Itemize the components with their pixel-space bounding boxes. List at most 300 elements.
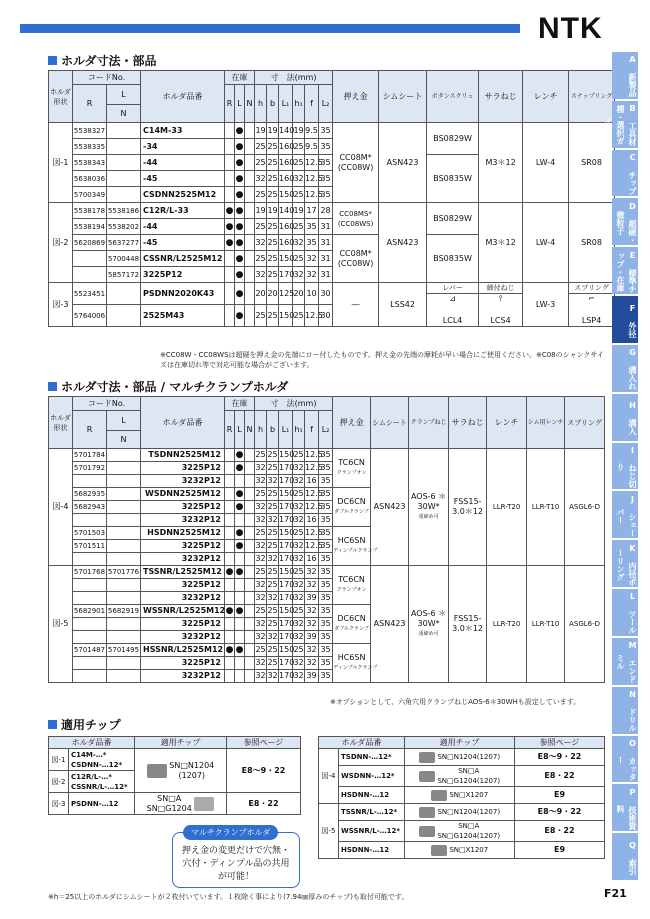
dim-cell: 35 bbox=[319, 514, 333, 527]
code-l bbox=[107, 540, 141, 553]
dim-cell: 32 bbox=[267, 670, 279, 683]
clampscrew-cell bbox=[479, 283, 523, 327]
table-row bbox=[49, 793, 301, 815]
flat-screw: M3＊12 bbox=[479, 123, 523, 203]
holder-name: WSSNR/L-…12* bbox=[339, 821, 405, 842]
dim-cell: 35 bbox=[319, 657, 333, 670]
dim-cell: 32 bbox=[255, 670, 267, 683]
snap-ring: SR08 bbox=[569, 123, 615, 203]
cscrew-sub: 重締め可 bbox=[418, 514, 439, 520]
chip-name: SN□N1204 (1207) bbox=[169, 760, 215, 780]
dim-cell: 35 bbox=[305, 219, 319, 235]
holder-name: HSSNR/L2525M12 bbox=[141, 644, 225, 657]
dim-cell: 32 bbox=[293, 171, 305, 187]
holder-name: WSDNN-…12* bbox=[339, 766, 405, 787]
table-row bbox=[319, 787, 605, 804]
dim-cell: 32 bbox=[267, 553, 279, 566]
dim-cell: 170 bbox=[279, 462, 293, 475]
dim-cell: 140 bbox=[279, 123, 293, 139]
callout-caption: マルチクランプホルダ bbox=[183, 825, 278, 840]
multiclamp-dims-table bbox=[48, 396, 605, 683]
cscrew: AOS-6 ＊30W* bbox=[410, 609, 447, 628]
table-row bbox=[319, 842, 605, 859]
spring: ASGL6-D bbox=[565, 449, 605, 566]
applicable-chips-left-table bbox=[48, 736, 301, 815]
dim-cell: 25 bbox=[255, 155, 267, 171]
rail-tab[interactable]: F 外径 bbox=[612, 296, 638, 343]
dim-cell: 35 bbox=[319, 618, 333, 631]
dim-cell: 160 bbox=[279, 219, 293, 235]
dim-cell: 150 bbox=[279, 527, 293, 540]
dim-cell: 150 bbox=[279, 605, 293, 618]
stock-l: ● bbox=[235, 267, 245, 283]
stock-n bbox=[245, 251, 255, 267]
dim-cell: 35 bbox=[319, 631, 333, 644]
dim-cell: 32 bbox=[305, 605, 319, 618]
col-dim: f bbox=[305, 85, 319, 123]
code-r: 5701503 bbox=[73, 527, 107, 540]
stock-r bbox=[225, 283, 235, 305]
dim-cell: 32 bbox=[267, 592, 279, 605]
dim-cell: 25 bbox=[267, 579, 279, 592]
dim-cell: 19 bbox=[267, 123, 279, 139]
dim-cell: 25 bbox=[293, 644, 305, 657]
stock-l: ● bbox=[235, 235, 245, 251]
clamp-sub: クランプオン bbox=[336, 470, 367, 476]
stock-l: ● bbox=[235, 123, 245, 139]
dim-cell: 32 bbox=[293, 618, 305, 631]
dim-cell: 25 bbox=[255, 305, 267, 327]
holder-name: TSSNR/L2525M12 bbox=[141, 566, 225, 579]
footnote: ※h＝25以上のホルダにシムシートが２枚付いています。１枚除く事により(7.94㎜厚みのチップ)も取付可能です。 bbox=[48, 893, 409, 901]
rail-tab[interactable]: Q 索引 bbox=[612, 833, 638, 880]
clamp-name: HC6SN bbox=[337, 536, 366, 545]
chip-name: SN□N1204(1207) bbox=[437, 753, 501, 761]
table-row bbox=[319, 821, 605, 842]
rail-tab[interactable]: A 新製品 bbox=[612, 52, 638, 99]
col-r: R bbox=[73, 85, 107, 123]
chip-icon bbox=[419, 826, 435, 837]
stock-l: ● bbox=[235, 283, 245, 305]
stock-r bbox=[225, 123, 235, 139]
chip-name: SN□N1204(1207) bbox=[437, 808, 501, 816]
code-r bbox=[73, 631, 107, 644]
dim-cell: 32 bbox=[293, 670, 305, 683]
col-sn: N bbox=[245, 85, 255, 123]
dim-cell: 25 bbox=[255, 566, 267, 579]
dim-cell: 25 bbox=[267, 219, 279, 235]
rail-tab[interactable]: K 内径ボーリング bbox=[612, 540, 638, 587]
dim-cell: 12.5 bbox=[305, 449, 319, 462]
code-r bbox=[73, 579, 107, 592]
dim-cell: 25 bbox=[293, 527, 305, 540]
stock-l bbox=[235, 553, 245, 566]
code-r: 5682935 bbox=[73, 488, 107, 501]
rail-tab[interactable]: E 標準チップ・在庫一覧 bbox=[612, 247, 638, 294]
clamp-part: CC08M* (CC08W) bbox=[333, 123, 379, 203]
dim-cell: 32 bbox=[293, 501, 305, 514]
dim-cell: 35 bbox=[305, 235, 319, 251]
shape-label: 図-2 bbox=[49, 771, 69, 793]
dim-cell: 25 bbox=[293, 139, 305, 155]
col-r: R bbox=[73, 411, 107, 449]
holder-name: -45 bbox=[141, 171, 225, 187]
flat-screw: FSS15-3.0＊12 bbox=[449, 566, 487, 683]
shape-label: 図-3 bbox=[49, 283, 73, 327]
dim-cell: 32 bbox=[267, 475, 279, 488]
spring-icon: ⌐ bbox=[588, 294, 595, 303]
code-r: 5682901 bbox=[73, 605, 107, 618]
col-n: N bbox=[107, 431, 141, 449]
dim-cell: 12.5 bbox=[305, 501, 319, 514]
code-r bbox=[73, 251, 107, 267]
stock-r bbox=[225, 514, 235, 527]
dim-cell: 12.5 bbox=[305, 187, 319, 203]
dim-cell: 25 bbox=[267, 267, 279, 283]
dim-cell: 16 bbox=[305, 553, 319, 566]
dim-cell: 25 bbox=[255, 488, 267, 501]
stock-n bbox=[245, 488, 255, 501]
dim-cell: 170 bbox=[279, 514, 293, 527]
code-r: 5538178 bbox=[73, 203, 107, 219]
dim-cell: 35 bbox=[319, 155, 333, 171]
dim-cell: 25 bbox=[255, 219, 267, 235]
code-l bbox=[107, 488, 141, 501]
clamp-part bbox=[333, 605, 371, 644]
code-l bbox=[107, 123, 141, 139]
col-dim: f bbox=[305, 411, 319, 449]
dim-cell: 25 bbox=[293, 488, 305, 501]
dim-cell: 25 bbox=[267, 251, 279, 267]
col-part: シム用レンチ bbox=[527, 397, 565, 449]
holder-name: -45 bbox=[141, 235, 225, 251]
code-l bbox=[107, 631, 141, 644]
rail-tab[interactable]: H 溝入 bbox=[612, 394, 638, 441]
code-l bbox=[107, 670, 141, 683]
code-r: 5701792 bbox=[73, 462, 107, 475]
button-screw: BS0835W bbox=[427, 155, 479, 203]
holder-name: C14M-…* CSDNN-…12* bbox=[69, 749, 135, 771]
ref-page: E9 bbox=[515, 842, 605, 859]
clamp-name: DC6CN bbox=[337, 614, 366, 623]
rail-tab[interactable]: M エンドミル bbox=[612, 638, 638, 685]
screw-icon: ⫯ bbox=[498, 294, 503, 303]
dim-cell: 20 bbox=[293, 283, 305, 305]
dim-cell: 19 bbox=[255, 203, 267, 219]
stock-l: ● bbox=[235, 219, 245, 235]
table-row bbox=[49, 283, 615, 305]
stock-r bbox=[225, 251, 235, 267]
holder-name: HSDNN-…12 bbox=[339, 787, 405, 804]
holder-name: 3232P12 bbox=[141, 631, 225, 644]
dim-cell: 25 bbox=[267, 139, 279, 155]
dim-cell: 32 bbox=[305, 644, 319, 657]
dim-cell: 160 bbox=[279, 235, 293, 251]
stock-n bbox=[245, 657, 255, 670]
holder-name: C12R/L-…* CSSNR/L-…12* bbox=[69, 771, 135, 793]
stock-l: ● bbox=[235, 251, 245, 267]
holder-name: TSDNN-…12* bbox=[339, 749, 405, 766]
rail-tab[interactable]: L ツール bbox=[612, 589, 638, 636]
stock-n bbox=[245, 501, 255, 514]
clamp-part: ― bbox=[333, 283, 379, 327]
dim-cell: 32 bbox=[293, 553, 305, 566]
code-l: 5701495 bbox=[107, 644, 141, 657]
dim-cell: 25 bbox=[293, 449, 305, 462]
code-l bbox=[107, 501, 141, 514]
code-l bbox=[107, 305, 141, 327]
col-shape: ホルダ形状 bbox=[49, 397, 73, 449]
dim-cell: 35 bbox=[319, 527, 333, 540]
clamp-sub: ディンプルクランプ bbox=[333, 548, 378, 554]
col-shape: ホルダ形状 bbox=[49, 71, 73, 123]
spring-header: スプリング bbox=[569, 283, 614, 294]
code-r: 5620869 bbox=[73, 235, 107, 251]
rail-tab[interactable]: I ねじ切り bbox=[612, 443, 638, 490]
holder-name: 3232P12 bbox=[141, 592, 225, 605]
stock-n bbox=[245, 155, 255, 171]
stock-n bbox=[245, 514, 255, 527]
dim-cell: 39 bbox=[305, 670, 319, 683]
spring: ASGL6-D bbox=[565, 566, 605, 683]
stock-r bbox=[225, 267, 235, 283]
clamp-name: DC6CN bbox=[337, 497, 366, 506]
rail-tab[interactable]: D 超硬・微粒子 bbox=[612, 198, 638, 245]
code-l: 5701776 bbox=[107, 566, 141, 579]
stock-r bbox=[225, 527, 235, 540]
ref-page: E8・22 bbox=[515, 821, 605, 842]
lever-cell bbox=[427, 283, 479, 327]
dim-cell: 25 bbox=[255, 644, 267, 657]
dim-cell: 32 bbox=[305, 579, 319, 592]
ref-page: E8～9・22 bbox=[227, 749, 301, 793]
code-r: 5538327 bbox=[73, 123, 107, 139]
dim-cell: 32 bbox=[255, 618, 267, 631]
stock-n bbox=[245, 171, 255, 187]
dim-cell: 35 bbox=[319, 605, 333, 618]
holder-name: 3225P12 bbox=[141, 501, 225, 514]
chip-icon bbox=[419, 807, 435, 818]
holder-name: WSDNN2525M12 bbox=[141, 488, 225, 501]
brand-logo: NTK bbox=[538, 12, 603, 45]
rail-tab[interactable]: P 技術資料 bbox=[612, 784, 638, 831]
clampscrew-part: LCS4 bbox=[490, 316, 511, 325]
col-code: コードNo. bbox=[73, 397, 141, 411]
col-part: 押え金 bbox=[333, 71, 379, 123]
cscrew-sub: 重締め可 bbox=[418, 631, 439, 637]
code-r bbox=[73, 657, 107, 670]
dim-cell: 25 bbox=[267, 618, 279, 631]
stock-n bbox=[245, 283, 255, 305]
dim-cell: 25 bbox=[267, 187, 279, 203]
wrench: LLR-T20 bbox=[487, 449, 527, 566]
rail-tab[interactable]: B 工具材種・選択ガイド bbox=[612, 101, 638, 148]
shape-label: 図-5 bbox=[49, 566, 73, 683]
col-dim: h₁ bbox=[293, 411, 305, 449]
dim-cell: 25 bbox=[267, 644, 279, 657]
stock-r bbox=[225, 657, 235, 670]
shape-label: 図-1 bbox=[49, 123, 73, 203]
rail-tab[interactable]: C チップ bbox=[612, 150, 638, 197]
dim-cell: 19 bbox=[267, 203, 279, 219]
chip-cell bbox=[405, 842, 515, 859]
dim-cell: 125 bbox=[279, 283, 293, 305]
dim-cell: 25 bbox=[255, 139, 267, 155]
dim-cell: 32 bbox=[255, 235, 267, 251]
code-l bbox=[107, 657, 141, 670]
dim-cell: 35 bbox=[319, 579, 333, 592]
shape-label: 図-4 bbox=[49, 449, 73, 566]
holder-name: 3232P12 bbox=[141, 475, 225, 488]
holder-name: 2525M43 bbox=[141, 305, 225, 327]
col-part: レンチ bbox=[523, 71, 569, 123]
code-r bbox=[73, 592, 107, 605]
stock-l bbox=[235, 514, 245, 527]
dim-cell: 32 bbox=[255, 579, 267, 592]
dim-cell: 32 bbox=[293, 657, 305, 670]
stock-r bbox=[225, 187, 235, 203]
code-l bbox=[107, 527, 141, 540]
spring-cell bbox=[569, 283, 615, 327]
stock-l: ● bbox=[235, 450, 244, 460]
code-l bbox=[107, 592, 141, 605]
dim-cell: 140 bbox=[279, 203, 293, 219]
stock-n bbox=[245, 123, 255, 139]
dim-cell: 31 bbox=[319, 235, 333, 251]
dim-cell: 25 bbox=[293, 251, 305, 267]
stock-l bbox=[235, 618, 245, 631]
stock-n bbox=[245, 670, 255, 683]
dim-cell: 32 bbox=[305, 618, 319, 631]
dim-cell: 170 bbox=[279, 475, 293, 488]
dim-cell: 31 bbox=[319, 251, 333, 267]
dim-cell: 39 bbox=[305, 631, 319, 644]
stock-l: ● bbox=[235, 187, 245, 203]
stock-l: ● bbox=[235, 203, 245, 219]
holder-name: -44 bbox=[141, 219, 225, 235]
stock-l: ● bbox=[235, 528, 244, 538]
dim-cell: 150 bbox=[279, 566, 293, 579]
stock-n bbox=[245, 579, 255, 592]
rail-tab[interactable]: J シェーバー bbox=[612, 491, 638, 538]
dim-cell: 170 bbox=[279, 579, 293, 592]
clamp-name: HC6SN bbox=[337, 653, 366, 662]
ref-page: E8・22 bbox=[515, 766, 605, 787]
button-screw: BS0835W bbox=[427, 235, 479, 283]
col-part: サラねじ bbox=[479, 71, 523, 123]
col-dim: L₁ bbox=[279, 411, 293, 449]
dim-cell: 12.5 bbox=[305, 527, 319, 540]
chip-cell bbox=[405, 804, 515, 821]
stock-n bbox=[245, 187, 255, 203]
col-l: L bbox=[107, 85, 141, 105]
stock-l bbox=[235, 631, 245, 644]
holder-name: TSSNR/L-…12* bbox=[339, 804, 405, 821]
code-l bbox=[107, 475, 141, 488]
table-row bbox=[319, 749, 605, 766]
code-r bbox=[73, 475, 107, 488]
ref-page: E8～9・22 bbox=[515, 749, 605, 766]
rail-tab[interactable]: G 溝入れ bbox=[612, 345, 638, 392]
chip-icon bbox=[431, 845, 447, 856]
shim-part: ASN423 bbox=[371, 449, 409, 566]
stock-n bbox=[245, 553, 255, 566]
dim-cell: 25 bbox=[267, 527, 279, 540]
code-r: 5700349 bbox=[73, 187, 107, 203]
dim-cell: 25 bbox=[267, 171, 279, 187]
shape-label: 図-3 bbox=[49, 793, 69, 815]
dim-cell: 32 bbox=[305, 566, 319, 579]
stock-l: ● bbox=[235, 305, 245, 327]
holder-name: CSSNR/L2525M12 bbox=[141, 251, 225, 267]
wrench: LLR-T20 bbox=[487, 566, 527, 683]
table-row bbox=[49, 749, 301, 771]
dim-cell: 25 bbox=[293, 605, 305, 618]
col-n: N bbox=[107, 105, 141, 123]
stock-n bbox=[245, 592, 255, 605]
holder-name: -34 bbox=[141, 139, 225, 155]
dim-cell: 32 bbox=[267, 631, 279, 644]
holder-name: WSSNR/L2525M12 bbox=[141, 605, 225, 618]
stock-l: ● bbox=[235, 463, 244, 473]
dim-cell: 12.5 bbox=[305, 540, 319, 553]
dim-cell: 35 bbox=[319, 488, 333, 501]
rail-tab[interactable]: N ドリル bbox=[612, 687, 638, 734]
stock-n bbox=[245, 267, 255, 283]
dim-cell: 9.5 bbox=[305, 139, 319, 155]
col-sr: R bbox=[225, 85, 235, 123]
rail-tab[interactable]: O カッター bbox=[612, 736, 638, 783]
shape-label: 図-2 bbox=[49, 203, 73, 283]
wrench: LW-4 bbox=[523, 203, 569, 283]
shim-part: LSS42 bbox=[379, 283, 427, 327]
button-screw: BS0829W bbox=[427, 123, 479, 155]
col-dim: b bbox=[267, 85, 279, 123]
square-icon bbox=[48, 382, 57, 391]
table-row bbox=[49, 566, 605, 579]
dim-cell: 12.5 bbox=[305, 488, 319, 501]
stock-n bbox=[245, 462, 255, 475]
dim-cell: 28 bbox=[319, 203, 333, 219]
dim-cell: 32 bbox=[255, 501, 267, 514]
dim-cell: 25 bbox=[255, 251, 267, 267]
table2-note: ※オプションとして、六角穴用クランプねじAOS-6＊30WHも設定しています。 bbox=[330, 698, 581, 706]
lever-part: LCL4 bbox=[442, 316, 463, 325]
dim-cell: 32 bbox=[255, 540, 267, 553]
dim-cell: 25 bbox=[267, 501, 279, 514]
dim-cell: 16 bbox=[305, 514, 319, 527]
holder-name: 3225P12 bbox=[141, 267, 225, 283]
stock-r: ● bbox=[225, 606, 234, 616]
clamp-name: TC6CN bbox=[338, 458, 365, 467]
code-l bbox=[107, 553, 141, 566]
dim-cell: 150 bbox=[279, 251, 293, 267]
stock-r bbox=[225, 631, 235, 644]
col-sl: L bbox=[235, 85, 245, 123]
stock-n bbox=[245, 605, 255, 618]
stock-n bbox=[245, 618, 255, 631]
code-l: 5538186 bbox=[107, 203, 141, 219]
holder-name: 3232P12 bbox=[141, 553, 225, 566]
dim-cell: 150 bbox=[279, 644, 293, 657]
dim-cell: 32 bbox=[255, 267, 267, 283]
dim-cell: 35 bbox=[319, 553, 333, 566]
col-part: クランプねじ bbox=[409, 397, 449, 449]
dim-cell: 32 bbox=[293, 235, 305, 251]
dim-cell: 25 bbox=[293, 219, 305, 235]
dim-cell: 32 bbox=[305, 657, 319, 670]
code-r: 5682943 bbox=[73, 501, 107, 514]
